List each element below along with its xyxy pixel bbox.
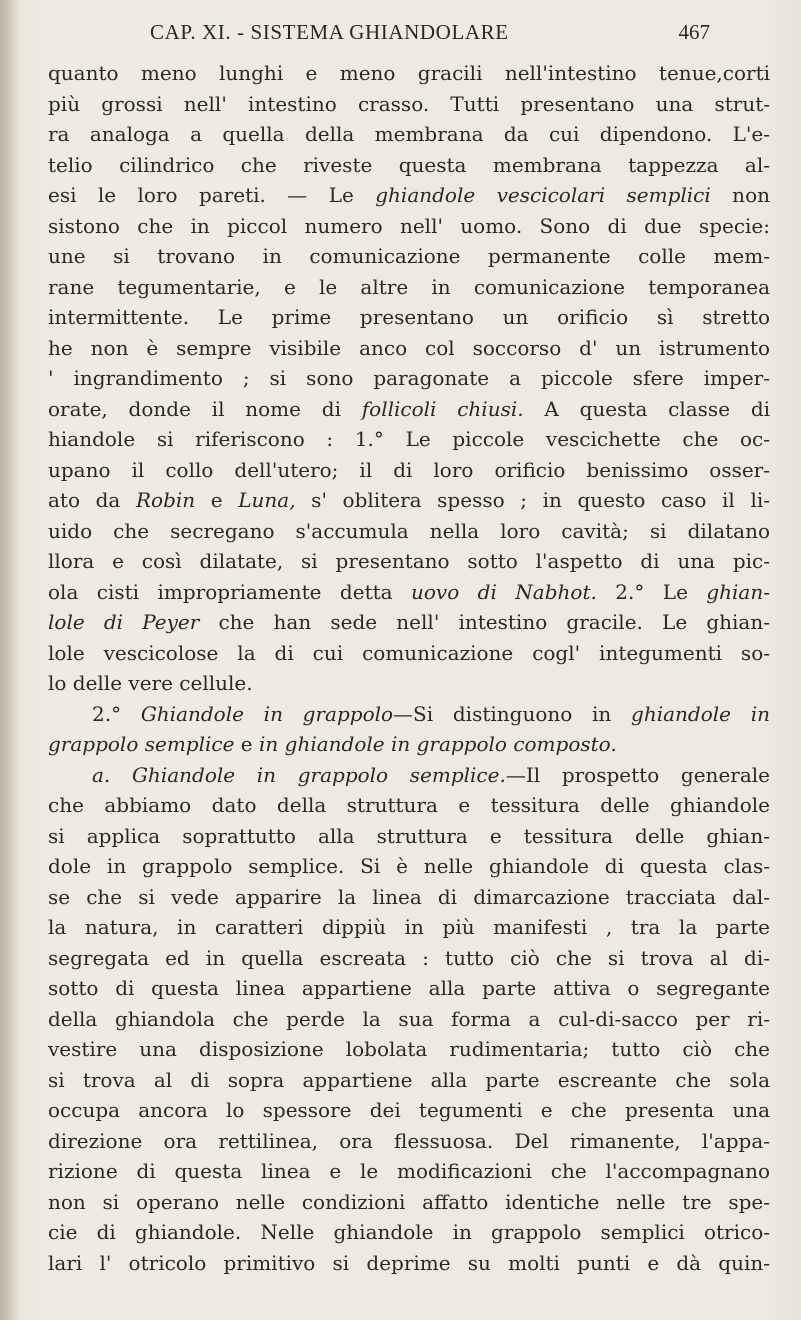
text-line: [48, 333, 770, 364]
text-run: A questa classe di: [523, 396, 770, 421]
text-run: non: [710, 183, 770, 207]
text-run: upano il collo dell'utero; il di loro orificio benissimo osser-: [48, 457, 770, 482]
text-run: occupa ancora lo spessore dei tegumenti e che presenta una: [48, 1098, 770, 1122]
text-line: [48, 89, 770, 120]
text-run: la natura, in caratteri dippiù in più manifesti , tra la parte: [48, 915, 770, 939]
italic-text: grappolo semplice: [48, 732, 235, 756]
text-run: 2.° Le: [596, 579, 707, 604]
text-run: rane tegumentarie, e le altre in comunicazione temporanea: [48, 274, 770, 299]
text-line: [48, 851, 770, 882]
text-run: sotto di questa linea appartiene alla parte attiva o segregante: [48, 976, 770, 1000]
text-line: [48, 760, 770, 791]
text-run: lari l' otricolo primitivo si deprime su molti punti e dà quin-: [48, 1250, 770, 1275]
text-run: si applica soprattutto alla struttura e tessitura delle ghian-: [48, 823, 770, 848]
text-run: si trova al di sopra appartiene alla parte escreante che sola: [48, 1067, 770, 1092]
text-run: he non è sempre visibile anco col soccorso d' un istrumento: [48, 335, 770, 360]
text-run: più grossi nell' intestino crasso. Tutti presentano una strut-: [48, 91, 770, 116]
text-line: [48, 546, 770, 577]
text-run: rizione di questa linea e le modificazioni che l'accompagnano: [48, 1159, 770, 1183]
text-line: [48, 150, 770, 181]
text-run: della ghiandola che perde la sua forma a cul-di-sacco per ri-: [48, 1006, 770, 1031]
text-line: [48, 912, 770, 943]
text-line: [48, 1248, 770, 1279]
text-run: s' oblitera spesso ; in questo caso il li-: [295, 488, 770, 512]
text-line: [48, 943, 770, 974]
text-line: [48, 302, 770, 333]
text-line: [48, 424, 770, 455]
text-line: [48, 272, 770, 303]
text-line: [48, 1004, 770, 1035]
page-number: 467: [678, 20, 710, 44]
text-run: dole in grappolo semplice. Si è nelle ghiandole di questa clas-: [48, 854, 770, 878]
text-run: une si trovano in comunicazione permanente colle mem-: [48, 244, 770, 268]
text-line: [48, 1065, 770, 1096]
text-run: orate, donde il nome di: [48, 396, 362, 421]
italic-text: ghian-: [706, 579, 770, 604]
text-run: llora e così dilatate, si presentano sotto l'aspetto di una pic-: [48, 549, 770, 573]
text-run: segregata ed in quella escreata : tutto ciò che si trova al di-: [48, 945, 770, 970]
text-run: vestire una disposizione lobolata rudimentaria; tutto ciò che: [48, 1037, 770, 1061]
italic-text: follicoli chiusi.: [361, 396, 524, 421]
text-line: [48, 516, 770, 547]
italic-text: ghiandole vescicolari semplici: [375, 183, 711, 207]
text-line: [48, 607, 770, 638]
italic-text: Robin: [135, 488, 196, 512]
text-line: [48, 699, 770, 730]
text-line: [48, 882, 770, 913]
text-run: —Si distinguono in: [393, 701, 632, 726]
text-line: [48, 180, 770, 211]
body-text: [48, 58, 770, 1278]
text-line: [48, 638, 770, 669]
text-line: [48, 1156, 770, 1187]
text-line: [48, 668, 770, 699]
text-run: ra analoga a quella della membrana da cui dipendono. L'e-: [48, 122, 770, 146]
text-line: [48, 973, 770, 1004]
text-run: ato da: [48, 488, 136, 512]
text-line: [48, 1217, 770, 1248]
text-line: [48, 363, 770, 394]
text-run: intermittente. Le prime presentano un orificio sì stretto: [48, 305, 770, 329]
italic-text: uovo di Nabhot.: [411, 579, 597, 604]
text-line: [48, 455, 770, 486]
italic-text: a. Ghiandole in grappolo semplice.: [92, 762, 506, 787]
text-line: [48, 1126, 770, 1157]
text-line: [48, 241, 770, 272]
text-run: se che si vede apparire la linea di dimarcazione tracciata dal-: [48, 884, 770, 909]
text-run: cie di ghiandole. Nelle ghiandole in grappolo semplici otrico-: [48, 1220, 770, 1244]
text-line: [48, 485, 770, 516]
text-run: —Il prospetto generale: [505, 762, 770, 787]
text-line: [48, 729, 770, 760]
page-header: [150, 16, 710, 50]
text-run: hiandole si riferiscono : 1.° Le piccole vescichette che oc-: [48, 427, 770, 451]
text-line: [48, 577, 770, 608]
italic-text: ghiandole in: [631, 701, 770, 726]
text-run: non si operano nelle condizioni affatto identiche nelle tre spe-: [48, 1189, 770, 1214]
binding-gutter-shadow: [0, 0, 22, 1320]
text-line: [48, 58, 770, 89]
text-run: lo delle vere cellule.: [48, 671, 253, 695]
italic-text: in ghiandole in grappolo composto.: [259, 732, 617, 756]
italic-text: lole di Peyer: [48, 610, 200, 634]
text-run: quanto meno lunghi e meno gracili nell'intestino tenue,corti: [48, 61, 770, 85]
text-line: [48, 790, 770, 821]
text-line: [48, 1034, 770, 1065]
text-run: direzione ora rettilinea, ora flessuosa. Del rimanente, l'appa-: [48, 1128, 770, 1153]
text-run: che han sede nell' intestino gracile. Le ghian-: [199, 610, 770, 634]
italic-text: Ghiandole in grappolo: [140, 701, 394, 726]
text-line: [48, 119, 770, 150]
text-line: [48, 394, 770, 425]
text-run: telio cilindrico che riveste questa membrana tappezza al-: [48, 152, 770, 177]
text-run: ' ingrandimento ; si sono paragonate a piccole sfere imper-: [48, 366, 770, 390]
text-run: lole vescicolose la di cui comunicazione cogl' integumenti so-: [48, 640, 770, 665]
text-run: esi le loro pareti. — Le: [48, 183, 376, 207]
text-run: 2.°: [92, 701, 141, 726]
text-run: ola cisti impropriamente detta: [48, 579, 411, 604]
italic-text: Luna,: [238, 488, 296, 512]
text-line: [48, 1187, 770, 1218]
text-run: sistono che in piccol numero nell' uomo. Sono di due specie:: [48, 213, 770, 238]
text-run: e: [234, 732, 259, 756]
text-line: [48, 821, 770, 852]
text-line: [48, 211, 770, 242]
running-head: CAP. XI. - SISTEMA GHIANDOLARE: [150, 20, 509, 44]
text-line: [48, 1095, 770, 1126]
text-run: che abbiamo dato della struttura e tessitura delle ghiandole: [48, 793, 770, 817]
text-run: e: [195, 488, 239, 512]
text-run: uido che secregano s'accumula nella loro cavità; si dilatano: [48, 518, 770, 543]
